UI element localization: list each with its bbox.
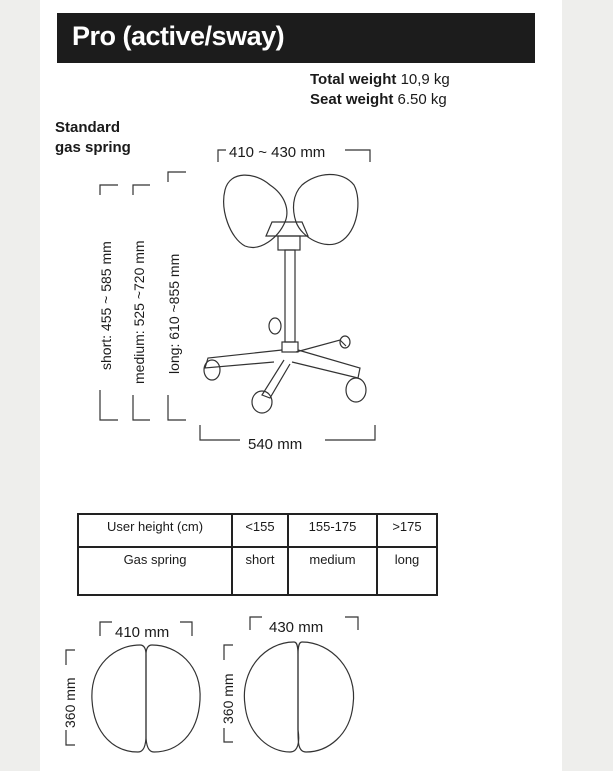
table-header-row <box>78 514 437 547</box>
spec-sheet <box>40 0 562 771</box>
seat-width-range: 410 ~ 430 mm <box>226 144 328 161</box>
table-header-cell: <155 <box>232 514 288 547</box>
base-width: 540 mm <box>245 436 305 453</box>
seat-outline-small <box>66 622 200 752</box>
total-weight: Total weight 10,9 kg <box>310 71 450 88</box>
product-title: Pro (active/sway) <box>72 21 285 51</box>
gas-spring-heading: Standard gas spring <box>55 119 131 156</box>
table-cell: medium <box>288 547 377 595</box>
height-medium-label: medium: 525 ~720 mm <box>131 240 147 384</box>
saddle-seat <box>224 174 358 250</box>
size-table <box>77 513 438 596</box>
table-row <box>78 547 437 595</box>
seat-large-width: 430 mm <box>266 619 326 636</box>
table-header-cell: >175 <box>377 514 437 547</box>
gas-column <box>282 250 298 352</box>
height-long-label: long: 610 ~855 mm <box>166 253 182 374</box>
seat-small-depth: 360 mm <box>62 677 78 728</box>
table-header-cell: 155-175 <box>288 514 377 547</box>
table-cell: long <box>377 547 437 595</box>
seat-large-depth: 360 mm <box>220 673 236 724</box>
table-header-cell: User height (cm) <box>78 514 232 547</box>
table-cell: short <box>232 547 288 595</box>
seat-small-width: 410 mm <box>112 624 172 641</box>
chair-drawing <box>40 0 562 771</box>
seat-outline-large <box>224 617 358 752</box>
table-row-label: Gas spring <box>78 547 232 595</box>
height-short-label: short: 455 ~ 585 mm <box>98 241 114 370</box>
seat-weight: Seat weight 6.50 kg <box>310 91 447 108</box>
